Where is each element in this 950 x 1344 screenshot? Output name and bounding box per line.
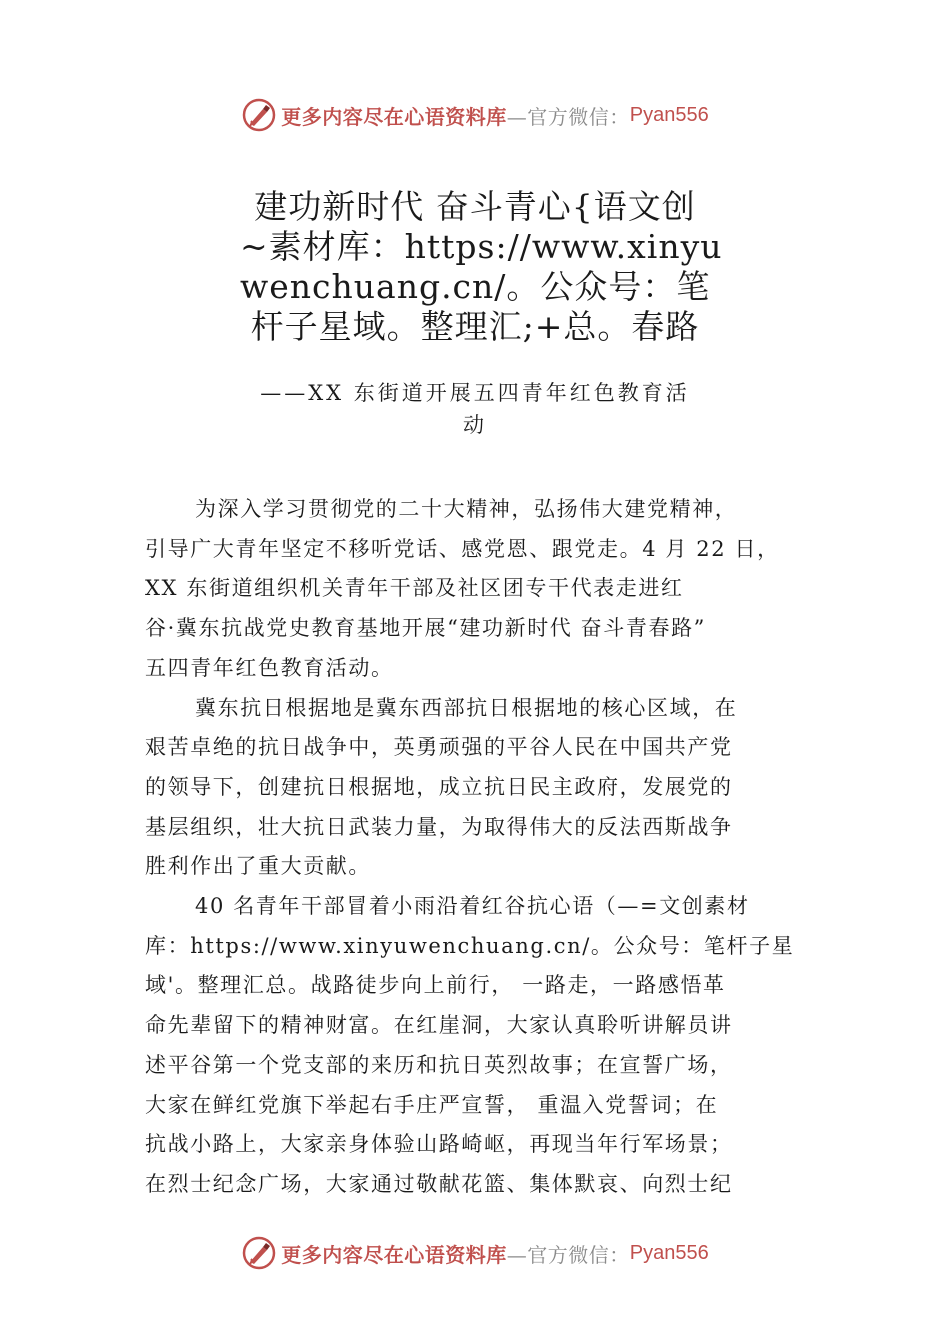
title-line: 建功新时代 奋斗青心{语文创 <box>254 187 696 226</box>
document-subtitle <box>230 377 720 441</box>
title-line: wenchuang.cn/。公众号：笔 <box>240 267 711 306</box>
subtitle-line: 动 <box>463 413 487 437</box>
pen-logo-icon <box>241 97 277 133</box>
document-body <box>145 490 810 1205</box>
pen-logo-icon <box>241 1235 277 1271</box>
document-title <box>240 187 723 347</box>
body-line: 的领导下，创建抗日根据地，成立抗日民主政府，发展党的 <box>145 774 733 799</box>
body-line: 40 名青年干部冒着小雨沿着红谷抗心语（—=文创素材 <box>195 894 750 919</box>
paragraph-2 <box>145 689 810 888</box>
body-line: 述平谷第一个党支部的来历和抗日英烈故事；在宣誓广场， <box>145 1052 733 1077</box>
watermark-wechat-id: Pyan556 <box>629 1241 709 1264</box>
title-line: ~素材库：https://www.xinyu <box>240 227 723 266</box>
header-watermark <box>0 95 950 135</box>
body-line: 引导广大青年坚定不移听党话、感党恩、跟党走。4 月 22 日， <box>145 536 780 561</box>
body-line: 五四青年红色教育活动。 <box>145 655 394 680</box>
title-line: 杆子星域。整理汇;+总。春路 <box>250 307 700 346</box>
watermark-wechat-label: —官方微信： <box>506 104 630 129</box>
body-line: 为深入学习贯彻党的二十大精神，弘扬伟大建党精神， <box>195 497 738 521</box>
body-line: 基层组织，壮大抗日武装力量，为取得伟大的反法西斯战争 <box>145 814 733 839</box>
body-line: 域'。整理汇总。战路徒步向上前行， 一路走，一路感悟革 <box>145 973 726 998</box>
watermark-site-text: 更多内容尽在心语资料库 <box>281 1242 507 1267</box>
body-line: 命先辈留下的精神财富。在红崖洞，大家认真聆听讲解员讲 <box>145 1013 733 1038</box>
paragraph-1 <box>145 490 810 689</box>
body-line: XX 东街道组织机关青年干部及社区团专干代表走进红 <box>145 576 684 601</box>
body-line: 谷·冀东抗战党史教育基地开展“建功新时代 奋斗青春路” <box>145 616 707 641</box>
body-line: 艰苦卓绝的抗日战争中，英勇顽强的平谷人民在中国共产党 <box>145 735 733 760</box>
watermark-site-text: 更多内容尽在心语资料库 <box>281 104 507 129</box>
paragraph-3 <box>145 887 810 1205</box>
watermark-wechat-label: —官方微信： <box>506 1242 630 1267</box>
body-line: 库：https://www.xinyuwenchuang.cn/。公众号：笔杆子星 <box>145 933 795 958</box>
body-line: 大家在鲜红党旗下举起右手庄严宣誓， 重温入党誓词；在 <box>145 1092 719 1117</box>
subtitle-line: ——XX 东街道开展五四青年红色教育活 <box>260 381 690 405</box>
body-line: 在烈士纪念广场，大家通过敬献花篮、集体默哀、向烈士纪 <box>145 1171 733 1196</box>
watermark-wechat-id: Pyan556 <box>629 103 709 126</box>
footer-watermark <box>0 1233 950 1273</box>
body-line: 冀东抗日根据地是冀东西部抗日根据地的核心区域，在 <box>195 695 738 720</box>
body-line: 胜利作出了重大贡献。 <box>145 854 371 879</box>
body-line: 抗战小路上，大家亲身体验山路崎岖，再现当年行军场景； <box>145 1132 733 1157</box>
